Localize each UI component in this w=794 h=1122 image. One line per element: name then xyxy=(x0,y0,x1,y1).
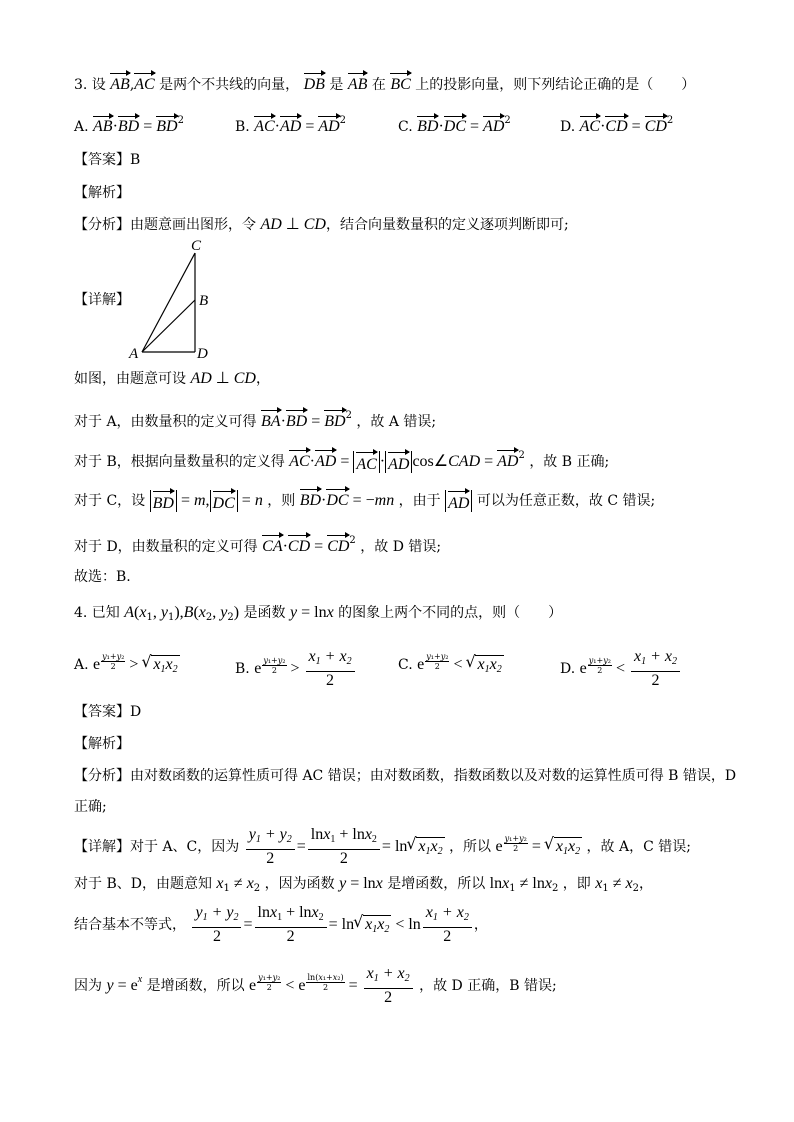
vec: BD xyxy=(153,490,174,515)
vec: DC xyxy=(326,488,348,511)
text: 对于 A、C，因为 xyxy=(130,839,240,855)
text: 是函数 xyxy=(243,605,286,621)
q3-stem-text3: 在 xyxy=(371,77,386,93)
vec-AB-2: AB xyxy=(348,72,368,95)
vec: CD xyxy=(288,534,310,557)
analysis-text-2: ，结合向量数量积的定义逐项判断即可; xyxy=(325,217,569,233)
option-letter: B. xyxy=(235,661,250,677)
vec: BD xyxy=(300,488,321,511)
vec: AC xyxy=(580,115,600,136)
q3-stem: 3. 设 AB,AC 是两个不共线的向量， DB 是 AB 在 BC 上的投影向量，则下列结论正确的是（ ） xyxy=(74,72,754,95)
q4-detail-final: 因为 $y = e^x$ 是增函数，所以 e $\frac{\text{y₁+y₂}}{2}$ < e $\frac{\text{ln(x₁+x₂)}}{2}$ = $\frac{x_1 + x_2}{2}$ ，故 D 正确，B 错误; xyxy=(74,965,557,1006)
option-letter: A. xyxy=(74,657,89,673)
vec: CD xyxy=(327,534,349,557)
option-letter: D. xyxy=(560,661,576,677)
vec: AC xyxy=(289,449,309,472)
vec: BA xyxy=(261,409,281,432)
q4-answer xyxy=(74,702,754,722)
answer-value: D xyxy=(130,704,142,720)
triangle-figure xyxy=(120,236,220,364)
q3-stem-text1: 是两个不共线的向量， xyxy=(159,77,300,93)
vec: DC xyxy=(213,490,235,515)
q3-detail-line1: 如图，由题意可设 AD ⊥ CD， xyxy=(74,370,270,387)
analysis-text: 由题意画出图形，令 xyxy=(130,217,256,233)
detail-label: 【详解】 xyxy=(74,839,130,855)
text: 对于 C，设 xyxy=(74,493,146,509)
vec: CD xyxy=(645,115,667,136)
q3-option-c: C. $BD\cdot DC = AD^2$ xyxy=(398,115,511,135)
q4-stem: 4. 已知 $A(x_1$, $y_1),B(x_2$, $y_2$) 是函数 y = lnx 的图象上两个不同的点，则（ ） xyxy=(74,604,563,623)
vec: AD xyxy=(497,449,518,472)
q4-stem-prefix: 4. 已知 xyxy=(74,605,120,621)
text: ，由于 xyxy=(398,493,441,509)
q3-option-a: A. $AB\cdot BD = BD^2$ xyxy=(74,115,184,135)
analysis-text-2: 正确; xyxy=(74,799,107,815)
q3-detail-d: 对于 D，由数量积的定义可得 $CA\cdot CD = CD^2$ ，故 D 错误; xyxy=(74,535,442,555)
vec: BD xyxy=(417,115,438,136)
answer-label: 【答案】 xyxy=(74,704,130,720)
q3-jiexi xyxy=(74,183,754,203)
vec: CD xyxy=(605,115,627,136)
vec-AB: AB xyxy=(110,72,130,95)
text: 对于 A，由数量积的定义可得 xyxy=(74,414,257,430)
q3-option-b: B. $AC\cdot AD = AD^2$ xyxy=(235,115,347,135)
text: ，即 xyxy=(562,876,591,892)
label-D: D xyxy=(197,346,208,362)
analysis-text: 由对数函数的运算性质可得 AC 错误；由对数函数，指数函数以及对数的运算性质可得 B 错误，D xyxy=(130,768,737,784)
answer-value: B xyxy=(130,152,141,168)
text: ，故 D 错误; xyxy=(360,539,442,555)
text: 结合基本不等式， xyxy=(74,917,186,933)
label-C: C xyxy=(191,238,202,254)
text: ，故 D 正确，B 错误; xyxy=(419,978,557,994)
q3-stem-prefix: 3. 设 xyxy=(74,77,106,93)
text: ，故 A 错误; xyxy=(356,414,437,430)
q4-analysis xyxy=(74,766,754,786)
vec: DC xyxy=(444,115,466,136)
segment-AC xyxy=(142,253,195,352)
option-letter: C. xyxy=(398,119,413,135)
text: 对于 B，根据向量数量积的定义得 xyxy=(74,454,285,470)
vec-DB: DB xyxy=(304,72,325,95)
text: ，所以 xyxy=(449,839,492,855)
q3-analysis: 【分析】由题意画出图形，令 AD ⊥ CD，结合向量数量积的定义逐项判断即可; xyxy=(74,216,569,233)
q4-option-d: D. e $\frac{\text{y₁+y₂}}{2}$ < $\frac{x_1 + x_2}{2}$ xyxy=(560,648,682,690)
option-letter: B. xyxy=(235,119,250,135)
vec: AD xyxy=(318,115,339,136)
q3-answer xyxy=(74,150,754,170)
q4-detail-ineq: 结合基本不等式， $\frac{y_1 + y_2}{2}$ = $\frac{\ln x_1 + \ln x_2}{2}$ = ln√ $x_1x_2 < \ln$ $\frac{x_1 + x_2}{2}$ ， xyxy=(74,904,754,946)
q4-option-a: A. e $\frac{\text{y₁+y₂}}{2}$ > √ $x_1x_2$ xyxy=(74,652,180,679)
vec: BD xyxy=(118,115,139,136)
text: ，故 B 正确; xyxy=(529,454,610,470)
option-letter: C. xyxy=(398,657,413,673)
q3-detail-b: 对于 B，根据向量数量积的定义得 AC·AD = AC · AD cos∠CAD = $AD^2$ ，故 B 正确; xyxy=(74,446,754,473)
text: ， xyxy=(473,917,488,933)
option-letter: D. xyxy=(560,119,576,135)
analysis-label: 【分析】 xyxy=(74,217,130,233)
label-B: B xyxy=(199,293,209,309)
text: 故选：B. xyxy=(74,569,131,585)
q3-choose xyxy=(74,567,754,587)
segment-AB xyxy=(142,300,195,352)
text: 是增函数，所以 xyxy=(146,978,245,994)
text: 的图象上两个不同的点，则（ ） xyxy=(338,605,563,621)
text: ，因为函数 xyxy=(264,876,335,892)
vec: AD xyxy=(280,115,301,136)
vec: AC xyxy=(356,451,376,476)
vec: AD xyxy=(388,451,409,476)
q3-detail-c: 对于 C，设 BD = m, DC = n ，则 BD·DC = −mn ，由于 AD 可以为任意正数，故 C 错误; xyxy=(74,488,754,512)
vec: BD xyxy=(324,409,345,432)
vec: AD xyxy=(448,490,469,515)
answer-label: 【答案】 xyxy=(74,152,130,168)
option-letter: A. xyxy=(74,119,89,135)
q3-option-d: D. $AC\cdot CD = CD^2$ xyxy=(560,115,674,135)
text: ，则 xyxy=(267,493,296,509)
q3-stem-text4: 上的投影向量，则下列结论正确的是（ ） xyxy=(415,77,696,93)
q4-detail-bd: 对于 B、D，由题意知 $x_1 \ne x_2$ ，因为函数 y = lnx 是增函数，所以 lnx$_1$ ≠ lnx$_2$ ，即 $x_1 \ne x_2$， xyxy=(74,875,653,894)
label-A: A xyxy=(129,346,139,362)
q3-detail-a: 对于 A，由数量积的定义可得 $BA\cdot BD = BD^2$ ，故 A 错误; xyxy=(74,410,437,430)
text: 对于 D，由数量积的定义可得 xyxy=(74,539,258,555)
vec: AD xyxy=(483,115,504,136)
text: 对于 B、D，由题意知 xyxy=(74,876,212,892)
jiexi-label: 【解析】 xyxy=(74,185,130,201)
text: 可以为任意正数，故 C 错误; xyxy=(476,493,656,509)
text: ，故 A，C 错误; xyxy=(586,839,691,855)
vec: CA xyxy=(262,534,282,557)
vec: AC xyxy=(254,115,274,136)
analysis-label: 【分析】 xyxy=(74,768,130,784)
q3-stem-text2: 是 xyxy=(329,77,344,93)
text: ， xyxy=(255,371,270,387)
vec: AB xyxy=(93,115,113,136)
vec: BD xyxy=(286,409,307,432)
vec-AC: AC xyxy=(134,72,154,95)
q4-jiexi xyxy=(74,734,754,754)
text: 是增函数，所以 xyxy=(387,876,486,892)
text: 因为 xyxy=(74,978,102,994)
q4-detail-ac: 【详解】对于 A、C，因为 $\frac{y_1 + y_2}{2}$ = $\frac{\ln x_1 + \ln x_2}{2}$ = ln√ $x_1x_2$ ，所以 e $\frac{\text{y₁+y₂}}{2}$ = √ $x_1x_2$ ，故 A，C 错误; xyxy=(74,826,754,868)
text: ， xyxy=(638,876,653,892)
detail-label: 【详解】 xyxy=(74,292,130,308)
text: 如图，由题意可设 xyxy=(74,371,186,387)
q4-option-b: B. e $\frac{\text{y₁+y₂}}{2}$ > $\frac{x_1 + x_2}{2}$ xyxy=(235,648,357,690)
vec-BC: BC xyxy=(390,72,410,95)
q4-option-c: C. e $\frac{\text{y₁+y₂}}{2}$ < √ $x_1x_2$ xyxy=(398,652,504,679)
q4-analysis-2 xyxy=(74,797,754,817)
vec: BD xyxy=(156,115,177,136)
jiexi-label: 【解析】 xyxy=(74,736,130,752)
vec: AD xyxy=(315,449,336,472)
